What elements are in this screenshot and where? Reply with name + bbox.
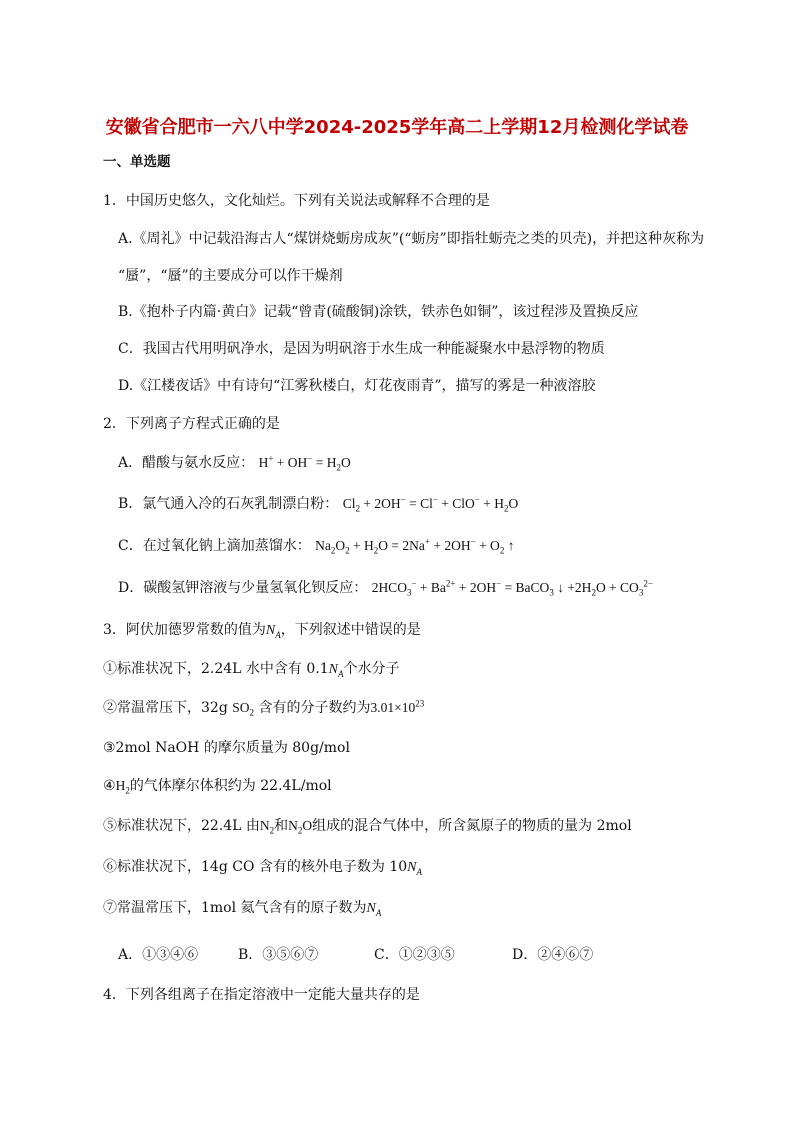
question-3-item-3: ③2mol NaOH 的摩尔质量为 80g/mol bbox=[103, 740, 350, 756]
item-5-and: 和 bbox=[274, 818, 289, 834]
question-4-stem: 4．下列各组离子在指定溶液中一定能大量共存的是 bbox=[103, 987, 420, 1003]
question-3-item-4 bbox=[103, 776, 332, 796]
question-2-option-b bbox=[118, 494, 518, 514]
avogadro-symbol: $N_A$ bbox=[265, 623, 281, 640]
question-1-option-c: C．我国古代用明矾净水，是因为明矾溶于水生成一种能凝聚水中悬浮物的物质 bbox=[118, 341, 605, 357]
item-5-pre: ⑤标准状况下，22.4L 由 bbox=[103, 818, 260, 834]
question-3-stem-pre: 3．阿伏加德罗常数的值为 bbox=[103, 622, 266, 638]
item-1-pre: ①标准状况下，2.24L 水中含有 0.1 bbox=[103, 661, 329, 677]
question-3-stem-post: ，下列叙述中错误的是 bbox=[280, 622, 421, 638]
so2-formula: $SO_2$ bbox=[232, 700, 254, 718]
item-4-post: 的气体摩尔体积约为 22.4L/mol bbox=[129, 778, 332, 794]
question-3-item-2 bbox=[103, 698, 424, 718]
item-2-pre: ②常温常压下，32g bbox=[103, 700, 228, 716]
option-b-equation: $Cl_2 + 2OH^- = Cl^- + ClO^- + H_2O$ bbox=[342, 494, 519, 514]
question-3-choices bbox=[118, 945, 593, 965]
question-2-option-c bbox=[118, 536, 514, 556]
question-3-item-6 bbox=[103, 857, 422, 878]
choice-d: D．②④⑥⑦ bbox=[512, 947, 594, 963]
question-3-item-7 bbox=[103, 898, 381, 919]
item-5-post: 组成的混合气体中，所含氮原子的物质的量为 2mol bbox=[312, 818, 632, 834]
option-a-equation: $H^+ + OH^- = H_2O$ bbox=[258, 453, 351, 473]
question-1-option-d: D.《江楼夜话》中有诗句“江雾秋楼白，灯花夜雨青”，描写的雾是一种液溶胶 bbox=[118, 378, 596, 394]
avogadro-symbol: $N_A$ bbox=[407, 860, 422, 877]
option-c-text: C．在过氧化钠上滴加蒸馏水： bbox=[118, 538, 311, 554]
item-4-mark: ④ bbox=[103, 778, 116, 794]
page-title: 安徽省合肥市一六八中学2024-2025学年高二上学期12月检测化学试卷 bbox=[105, 117, 689, 138]
choice-b: B．③⑤⑥⑦ bbox=[238, 947, 319, 963]
question-1-stem: 1．中国历史悠久，文化灿烂。下列有关说法或解释不合理的是 bbox=[103, 193, 490, 209]
avogadro-symbol: $N_A$ bbox=[366, 901, 382, 918]
question-3-item-5 bbox=[103, 816, 632, 836]
item-2-post: 含有的分子数约为 bbox=[258, 700, 371, 716]
choice-c: C．①②③⑤ bbox=[374, 947, 455, 963]
item-7-text: ⑦常温常压下，1mol 氦气含有的原子数为 bbox=[103, 900, 367, 916]
question-2-option-a bbox=[118, 453, 351, 473]
choice-a: A．①③④⑥ bbox=[118, 947, 199, 963]
option-d-text: D．碳酸氢钾溶液与少量氢氧化钡反应： bbox=[118, 580, 368, 596]
item-1-post: 个水分子 bbox=[343, 661, 400, 677]
n2-formula: $N_2$ bbox=[259, 818, 275, 836]
section-heading: 一、单选题 bbox=[103, 154, 171, 170]
option-c-equation: $Na_2O_2 + H_2O = 2Na^+ + 2OH^- + O_2$ ↑ bbox=[315, 536, 515, 556]
n2o-formula: $N_2O$ bbox=[288, 818, 313, 836]
question-2-option-d bbox=[118, 578, 653, 598]
h2-formula: $H_2$ bbox=[115, 778, 130, 796]
avogadro-symbol: $N_A$ bbox=[328, 662, 344, 679]
question-1-option-a-line2: “蜃”，“蜃”的主要成分可以作干燥剂 bbox=[118, 268, 343, 284]
item-6-text: ⑥标准状况下，14g CO 含有的核外电子数为 10 bbox=[103, 859, 408, 875]
number-value: $3.01\times 10^{23}$ bbox=[370, 698, 425, 715]
question-2-stem: 2．下列离子方程式正确的是 bbox=[103, 416, 280, 432]
option-a-text: A．醋酸与氨水反应： bbox=[118, 455, 255, 471]
option-b-text: B．氯气通入冷的石灰乳制漂白粉： bbox=[118, 496, 339, 512]
question-3-stem bbox=[103, 620, 421, 641]
question-1-option-a-line1: A.《周礼》中记载沿海古人“煤饼烧蛎房成灰”(“蛎房”即指牡蛎壳之类的贝壳)，并把这种灰称为 bbox=[118, 231, 705, 247]
question-3-item-1 bbox=[103, 659, 399, 680]
question-1-option-b: B.《抱朴子内篇·黄白》记载“曾青(硫酸铜)涂铁，铁赤色如铜”，该过程涉及置换反应 bbox=[118, 304, 639, 320]
option-d-equation: $2HCO_3^- + Ba^{2+} + 2OH^-$ = BaCO$_3$ ↓ $+2H_2O + CO_3^{2-}$ bbox=[371, 578, 653, 598]
